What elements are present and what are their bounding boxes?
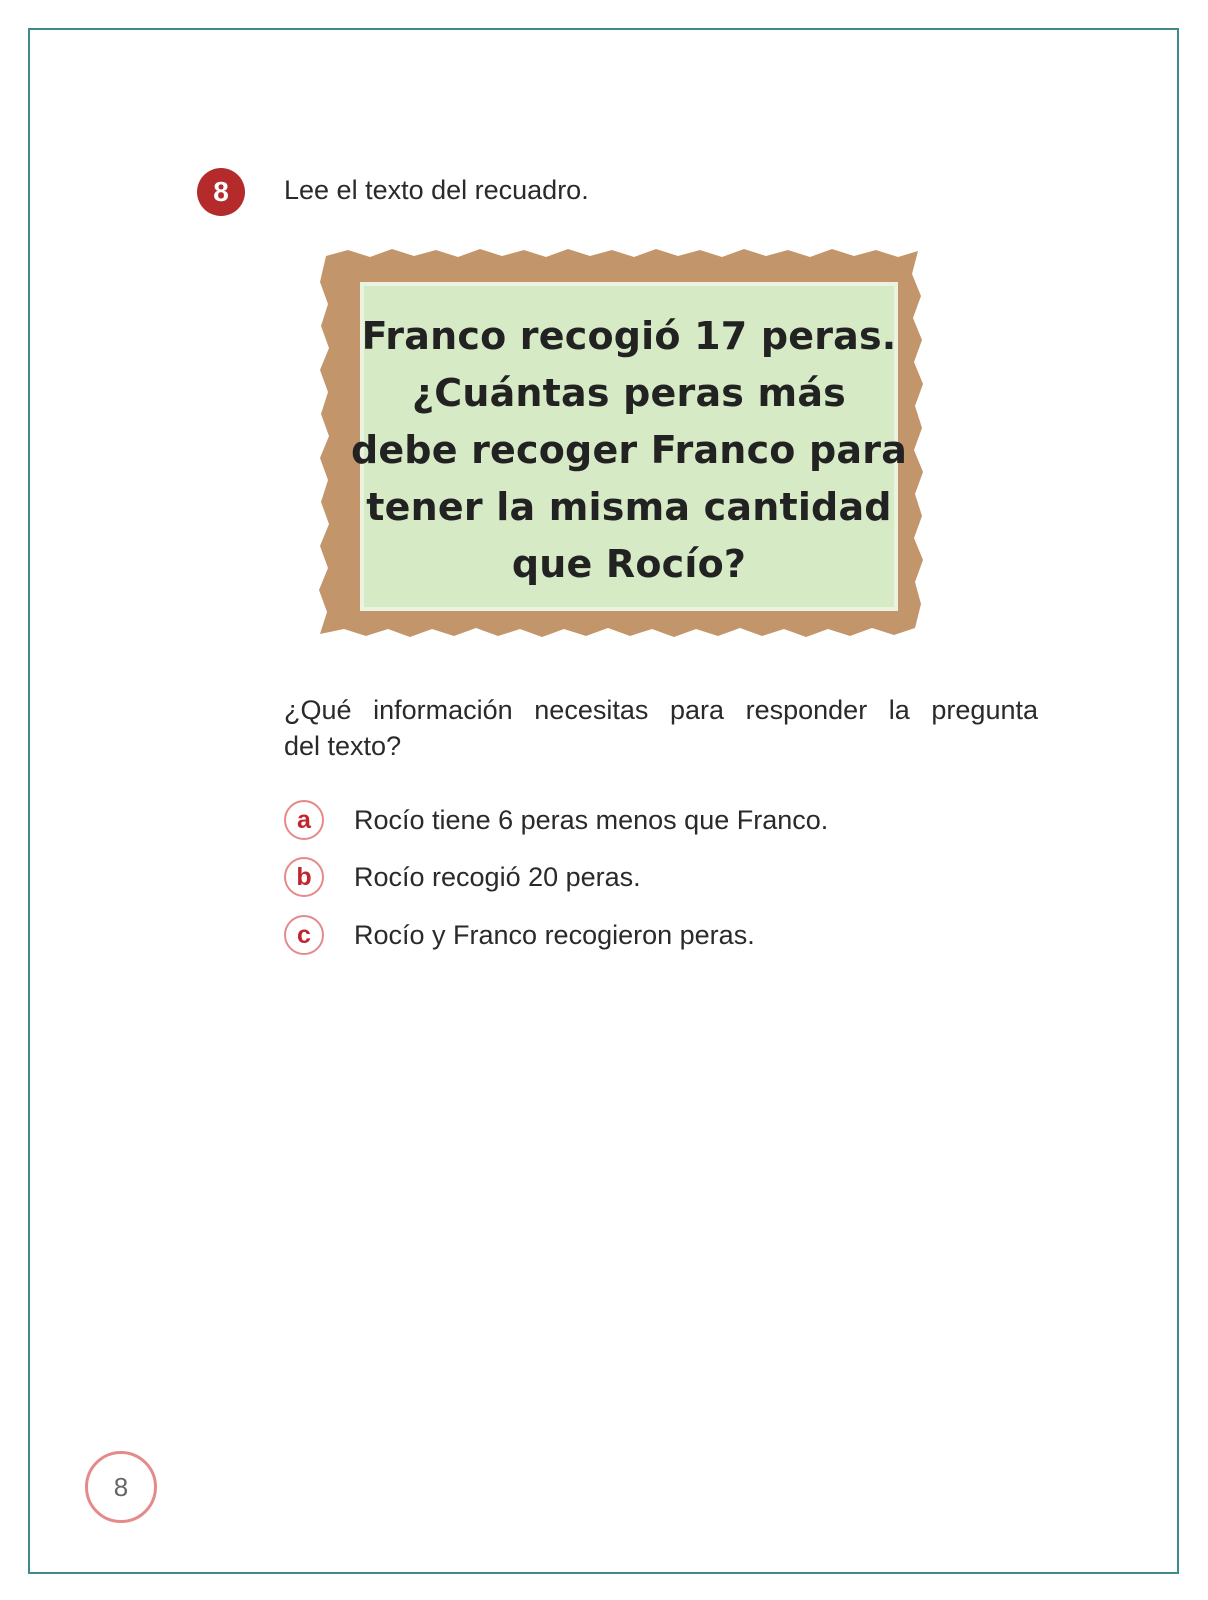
answer-option-a[interactable]	[284, 798, 828, 842]
option-letter-badge[interactable]: c	[284, 915, 324, 955]
word-problem-line: debe recoger Franco para	[350, 428, 908, 472]
page-number: 8	[85, 1451, 157, 1523]
option-text: Rocío tiene 6 peras menos que Franco.	[354, 804, 829, 835]
option-letter-badge[interactable]: b	[284, 857, 324, 897]
answer-option-c[interactable]	[284, 913, 755, 957]
word-problem-line: que Rocío?	[511, 542, 747, 586]
word-problem-line: Franco recogió 17 peras.	[361, 314, 897, 358]
instruction-text: Lee el texto del recuadro.	[284, 175, 589, 205]
option-letter-badge[interactable]: a	[284, 800, 324, 840]
answer-option-b[interactable]	[284, 855, 641, 899]
question-prompt-line: del texto?	[284, 731, 402, 761]
question-number-badge: 8	[197, 168, 245, 216]
word-problem-line: tener la misma cantidad	[366, 485, 892, 529]
option-text: Rocío recogió 20 peras.	[354, 861, 641, 892]
question-prompt-line: ¿Qué información necesitas para responder la pregunta	[284, 695, 1038, 725]
word-problem-line: ¿Cuántas peras más	[412, 371, 846, 415]
word-problem-text	[350, 288, 908, 613]
option-text: Rocío y Franco recogieron peras.	[354, 919, 755, 950]
question-prompt	[284, 692, 1038, 764]
